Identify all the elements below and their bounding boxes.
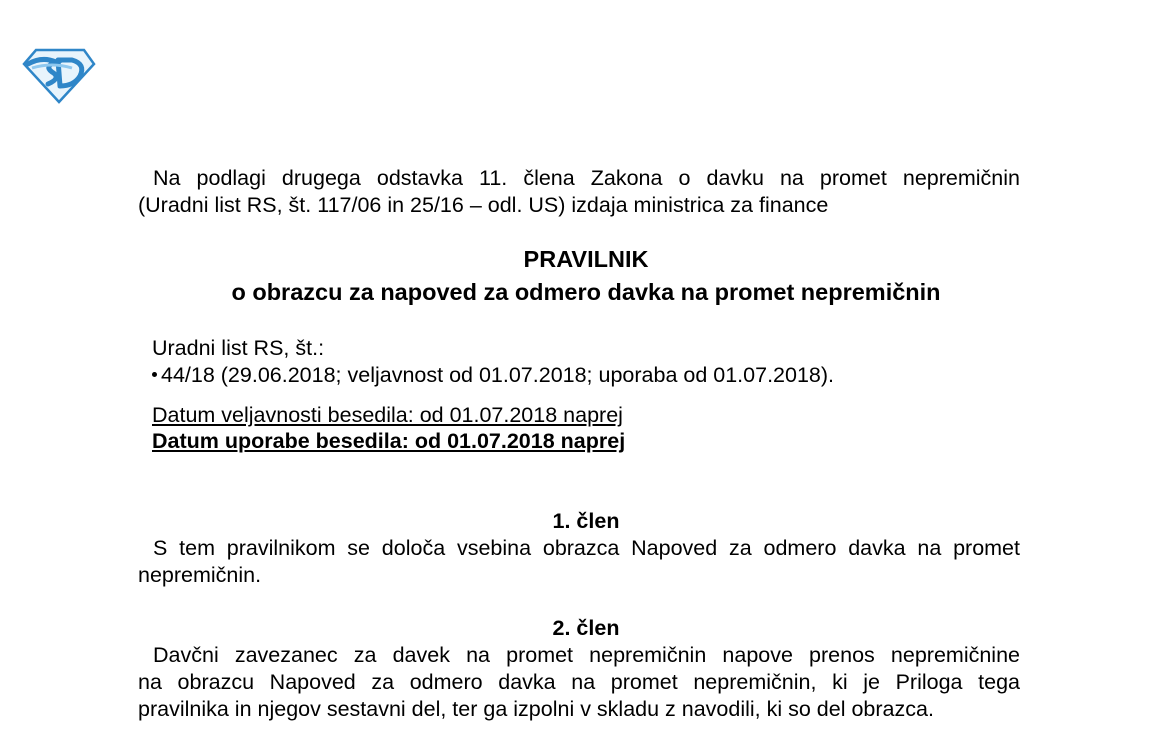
document-title: PRAVILNIK — [523, 246, 649, 272]
preamble — [138, 165, 1020, 219]
article-line: Davčni zavezanec za davek na promet nepremičnin napove prenos nepremičnine — [153, 643, 1020, 667]
article-line: na obrazcu Napoved za odmero davka na promet nepremičnin, ki je Priloga tega — [138, 670, 1020, 694]
article-line: nepremičnin. — [138, 563, 262, 587]
gazette-entry — [152, 362, 834, 389]
article-body — [138, 642, 1020, 723]
publisher-logo — [22, 46, 96, 104]
article-heading: 1. člen — [552, 509, 620, 533]
gazette-label: Uradni list RS, št.: — [152, 336, 325, 360]
bullet-icon — [152, 372, 157, 377]
validity-date: Datum veljavnosti besedila: od 01.07.2018 naprej — [152, 403, 623, 427]
preamble-line: (Uradni list RS, št. 117/06 in 25/16 – odl. US) izdaja ministrica za finance — [138, 193, 829, 217]
article-body — [138, 535, 1020, 589]
article-heading: 2. člen — [552, 616, 620, 640]
article-line: S tem pravilnikom se določa vsebina obrazca Napoved za odmero davka na promet — [153, 536, 1020, 560]
preamble-line: Na podlagi drugega odstavka 11. člena Zakona o davku na promet nepremičnin — [153, 166, 1020, 190]
use-date: Datum uporabe besedila: od 01.07.2018 naprej — [152, 429, 626, 453]
document-subtitle: o obrazcu za napoved za odmero davka na promet nepremičnin — [231, 279, 941, 305]
gazette-entry-text: 44/18 (29.06.2018; veljavnost od 01.07.2018; uporaba od 01.07.2018). — [161, 363, 835, 387]
article-line: pravilnika in njegov sestavni del, ter ga izpolni v skladu z navodili, ki so del obrazca. — [138, 697, 934, 721]
